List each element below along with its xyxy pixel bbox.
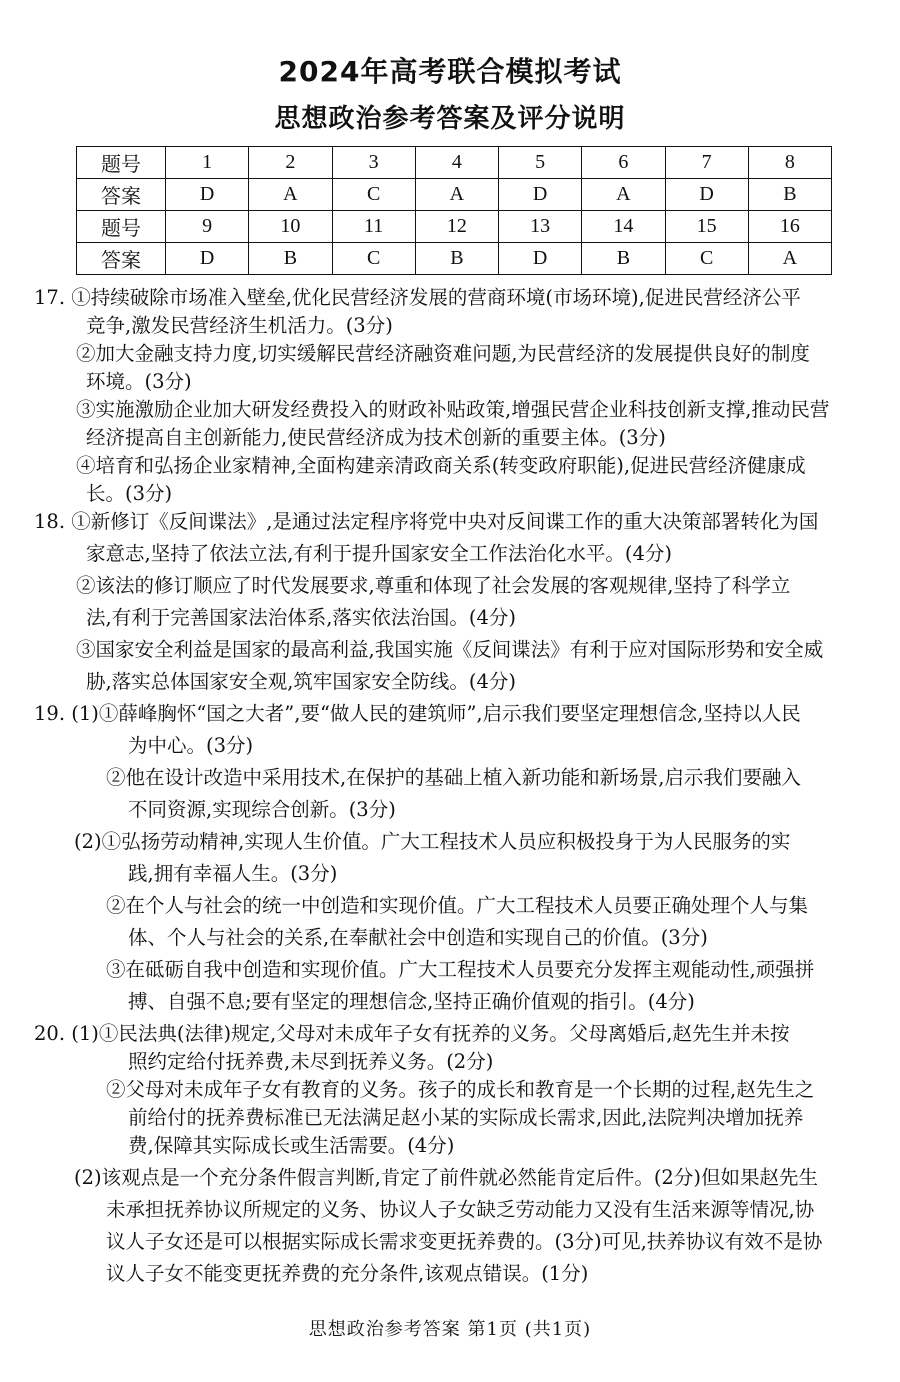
table-cell: B [748,179,831,211]
answer-line: 20. (1)①民法典(法律)规定,父母对未成年子女有抚养的义务。父母离婚后,赵先生并未按 [34,1022,790,1045]
table-cell: 2 [249,147,332,179]
answer-line: 法,有利于完善国家法治体系,落实依法治国。(4分) [86,606,517,629]
table-cell: 10 [249,211,332,243]
answer-line: ④培育和弘扬企业家精神,全面构建亲清政商关系(转变政府职能),促进民营经济健康成 [76,454,806,477]
table-cell: C [332,179,415,211]
table-cell: B [415,243,498,275]
table-row [77,211,832,243]
answer-line: (2)该观点是一个充分条件假言判断,肯定了前件就必然能肯定后件。(2分)但如果赵先生 [74,1166,818,1189]
table-cell: 7 [665,147,748,179]
answer-line: ②他在设计改造中采用技术,在保护的基础上植入新功能和新场景,启示我们要融入 [106,766,801,789]
table-cell: 4 [415,147,498,179]
table-cell: 11 [332,211,415,243]
answer-line: 议人子女不能变更抚养费的充分条件,该观点错误。(1分) [106,1262,589,1285]
answer-line: 家意志,坚持了依法立法,有利于提升国家安全工作法治化水平。(4分) [86,542,673,565]
table-cell: 6 [582,147,665,179]
answer-line: 照约定给付抚养费,未尽到抚养义务。(2分) [128,1050,494,1073]
answer-line: 环境。(3分) [86,370,192,393]
answer-line: 搏、自强不息;要有坚定的理想信念,坚持正确价值观的指引。(4分) [128,990,695,1013]
answer-line: 长。(3分) [86,482,173,505]
answer-line: 不同资源,实现综合创新。(3分) [128,798,396,821]
answer-line: 为中心。(3分) [128,734,254,757]
answer-line: ③国家安全利益是国家的最高利益,我国实施《反间谍法》有利于应对国际形势和安全威 [76,638,824,661]
table-cell: 13 [499,211,582,243]
answer-line: ②在个人与社会的统一中创造和实现价值。广大工程技术人员要正确处理个人与集 [106,894,809,917]
answer-line: 践,拥有幸福人生。(3分) [128,862,338,885]
table-cell: D [499,179,582,211]
answer-line: 经济提高自主创新能力,使民营经济成为技术创新的重要主体。(3分) [86,426,666,449]
table-cell: B [249,243,332,275]
table-cell: C [665,243,748,275]
answer-line: 议人子女还是可以根据实际成长需求变更抚养费的。(3分)可见,扶养协议有效不是协 [106,1230,823,1253]
table-cell: 8 [748,147,831,179]
answer-line: ③实施激励企业加大研发经费投入的财政补贴政策,增强民营企业科技创新支撑,推动民营 [76,398,830,421]
table-cell: 9 [166,211,249,243]
table-cell: 12 [415,211,498,243]
table-cell: 5 [499,147,582,179]
table-cell: A [249,179,332,211]
table-cell: D [499,243,582,275]
answer-line: ②该法的修订顺应了时代发展要求,尊重和体现了社会发展的客观规律,坚持了科学立 [76,574,791,597]
table-cell: 15 [665,211,748,243]
answer-line: 胁,落实总体国家安全观,筑牢国家安全防线。(4分) [86,670,517,693]
table-cell: 1 [166,147,249,179]
answer-line: 竞争,激发民营经济生机活力。(3分) [86,314,393,337]
exam-subtitle: 思想政治参考答案及评分说明 [274,104,626,134]
answer-table [76,146,832,275]
answer-line: 前给付的抚养费标准已无法满足赵小某的实际成长需求,因此,法院判决增加抚养 [128,1106,804,1129]
table-cell: A [748,243,831,275]
answer-line: 费,保障其实际成长或生活需要。(4分) [128,1134,455,1157]
answer-line: ②加大金融支持力度,切实缓解民营经济融资难问题,为民营经济的发展提供良好的制度 [76,342,810,365]
exam-title: 2024年高考联合模拟考试 [278,55,622,88]
table-cell: A [415,179,498,211]
table-cell: B [582,243,665,275]
answer-line: 未承担抚养协议所规定的义务、协议人子女缺乏劳动能力又没有生活来源等情况,协 [106,1198,815,1221]
table-cell: 16 [748,211,831,243]
table-cell: A [582,179,665,211]
answer-line: 17. ①持续破除市场准入壁垒,优化民营经济发展的营商环境(市场环境),促进民营经济公平 [34,286,801,309]
table-row [77,179,832,211]
answer-header: 答案 [77,179,166,211]
answer-header: 答案 [77,243,166,275]
answer-line: ③在砥砺自我中创造和实现价值。广大工程技术人员要充分发挥主观能动性,顽强拼 [106,958,815,981]
table-cell: D [166,243,249,275]
table-cell: C [332,243,415,275]
answer-line: 体、个人与社会的关系,在奉献社会中创造和实现自己的价值。(3分) [128,926,708,949]
table-row [77,243,832,275]
answer-line: 18. ①新修订《反间谍法》,是通过法定程序将党中央对反间谍工作的重大决策部署转化为国 [34,510,819,533]
answer-line: ②父母对未成年子女有教育的义务。孩子的成长和教育是一个长期的过程,赵先生之 [106,1078,815,1101]
table-cell: 3 [332,147,415,179]
table-cell: D [166,179,249,211]
answer-line: 19. (1)①薛峰胸怀“国之大者”,要“做人民的建筑师”,启示我们要坚定理想信念,坚持以人民 [34,702,801,725]
table-cell: D [665,179,748,211]
answer-line: (2)①弘扬劳动精神,实现人生价值。广大工程技术人员应积极投身于为人民服务的实 [74,830,791,853]
page-footer: 思想政治参考答案 第1页 (共1页) [308,1319,592,1340]
question-number-header: 题号 [77,147,166,179]
table-row [77,147,832,179]
table-cell: 14 [582,211,665,243]
question-number-header: 题号 [77,211,166,243]
